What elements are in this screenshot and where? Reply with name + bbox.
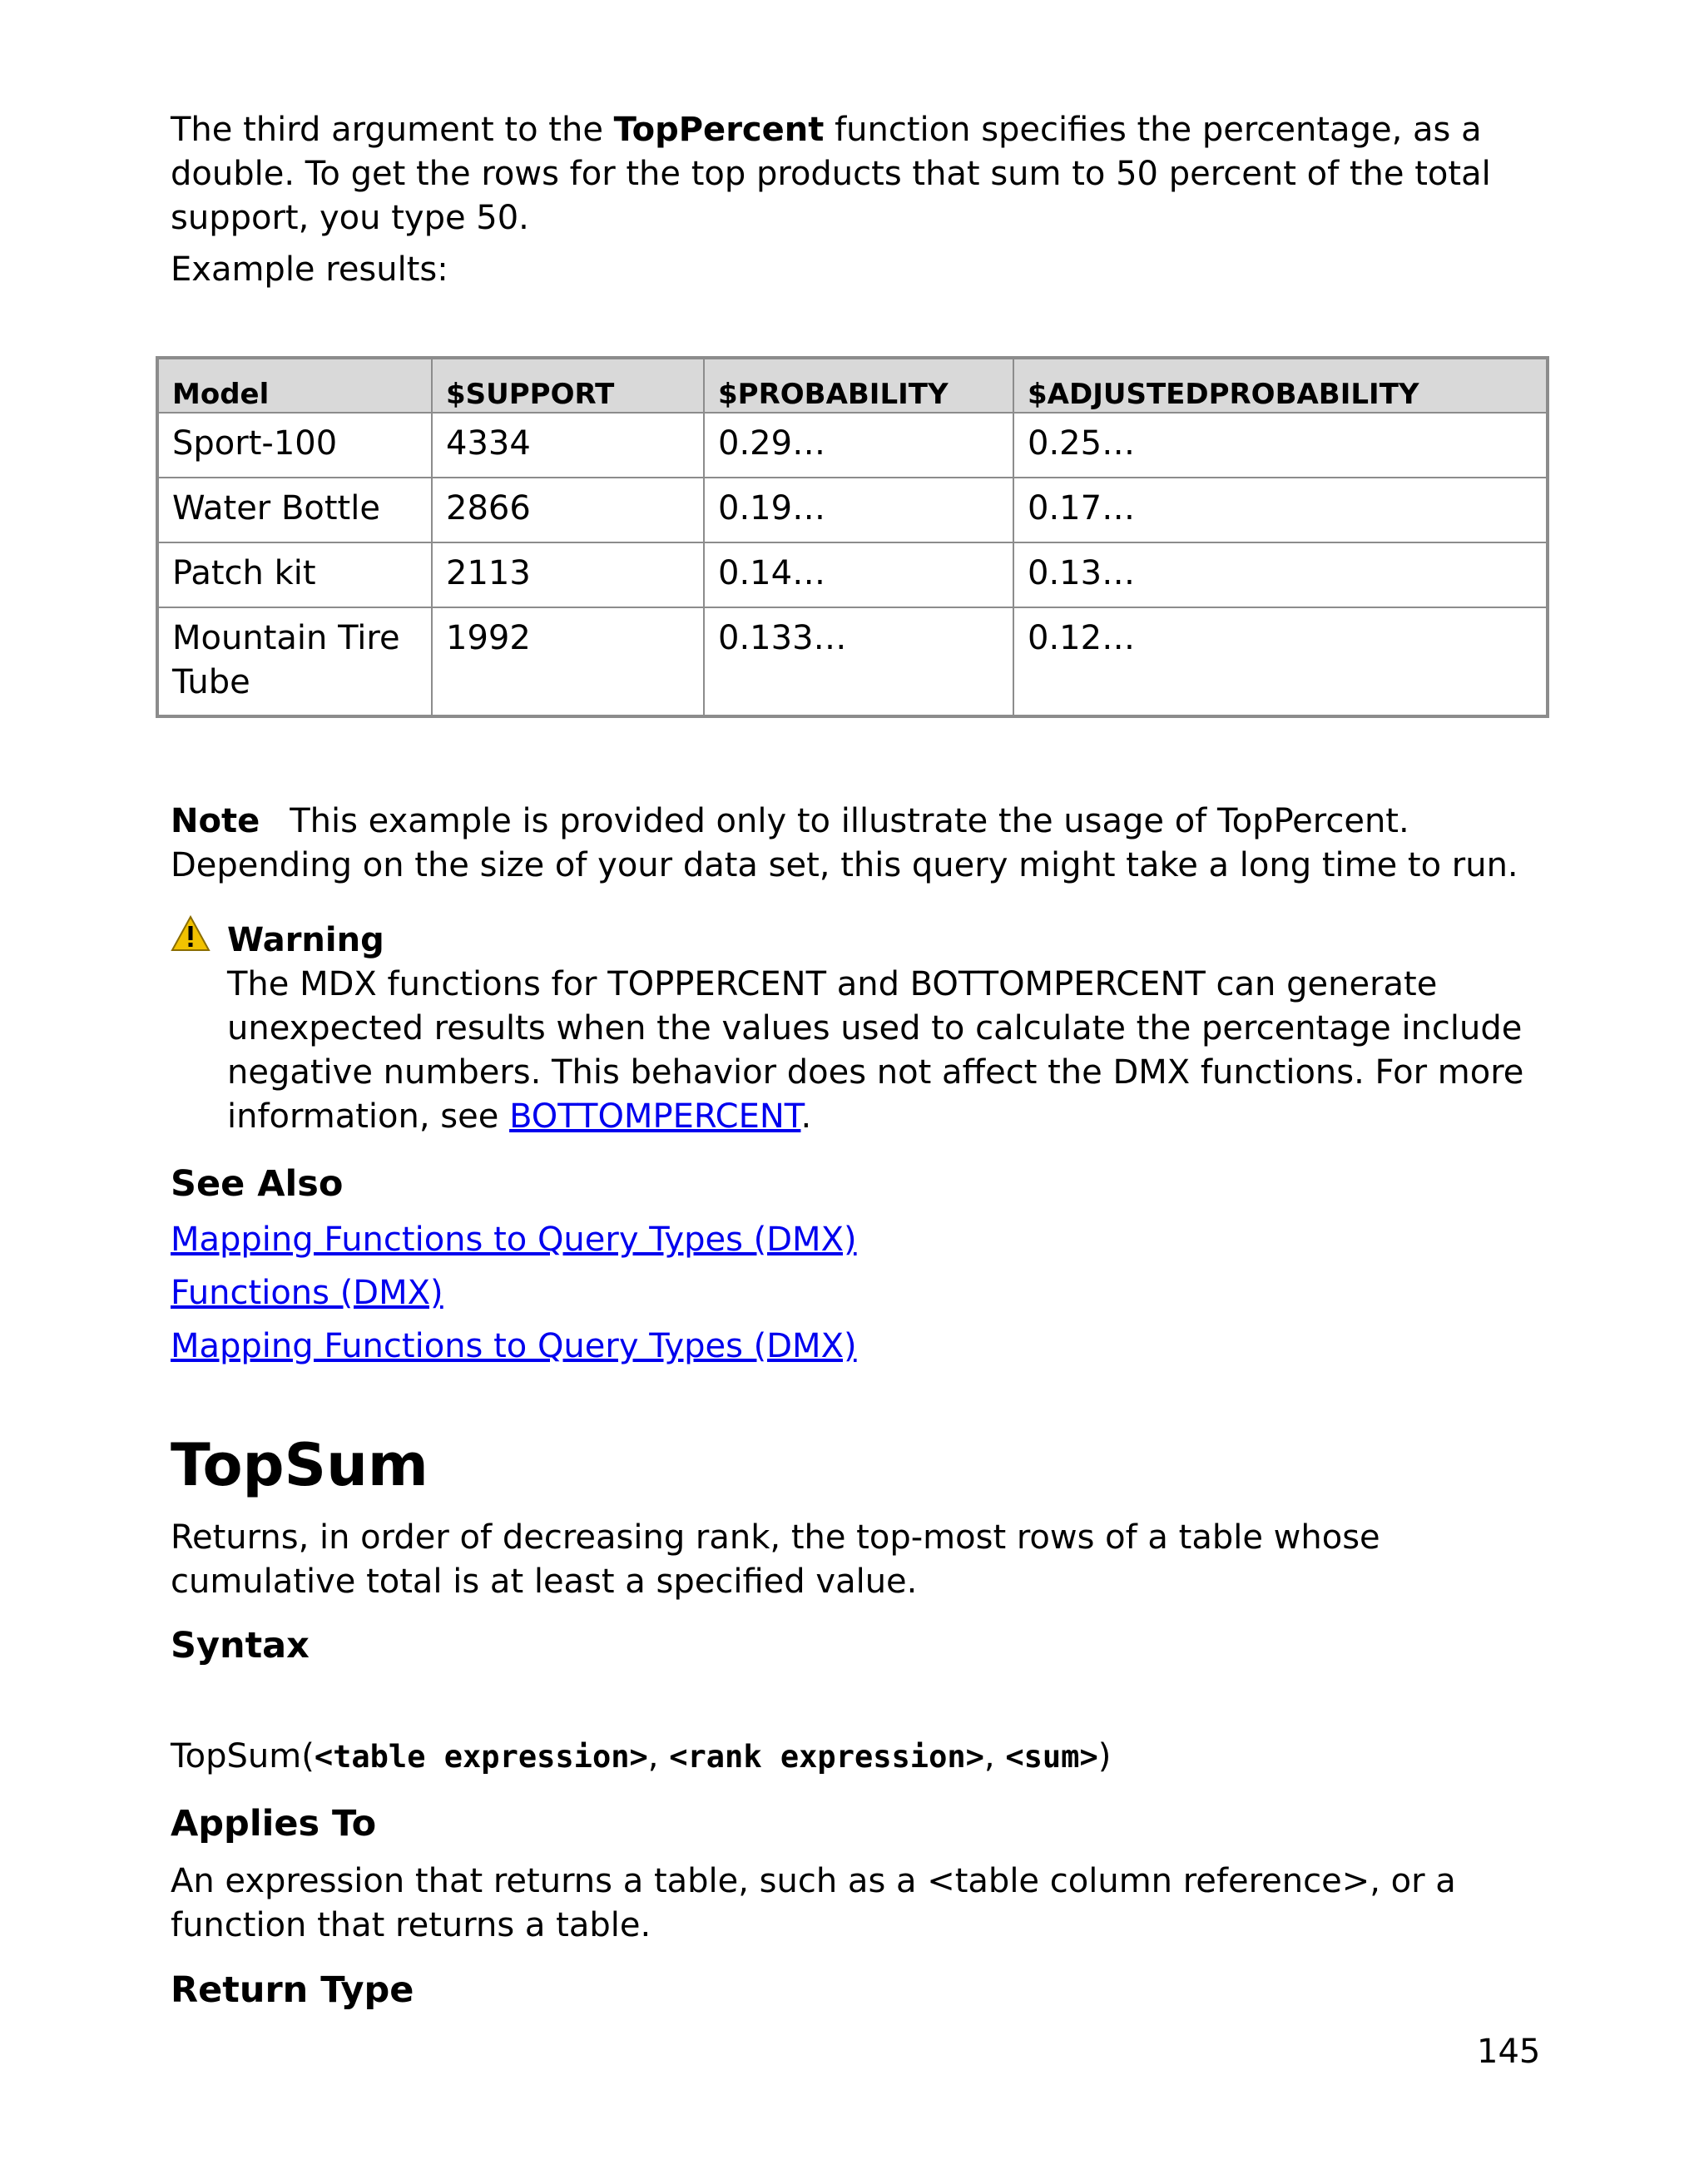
table-cell: 2866 — [432, 478, 704, 542]
table-cell: 2113 — [432, 542, 704, 607]
intro-paragraph — [171, 108, 1548, 240]
bottompercent-link[interactable]: BOTTOMPERCENT — [509, 1097, 801, 1136]
syntax-line — [171, 1735, 1111, 1779]
table-row — [157, 542, 1548, 607]
page-number: 145 — [1477, 2033, 1541, 2071]
see-also-heading: See Also — [171, 1163, 344, 1205]
table-cell: 4334 — [432, 413, 704, 478]
see-also-item — [171, 1218, 857, 1262]
warning-text: The MDX functions for TOPPERCENT and BOTTOMPERCENT can generate unexpected results when the values used to calculate the percentage include negative numbers. This behavior does not affect the DMX functions. For more information, see — [227, 965, 1524, 1136]
syntax-arg: <sum> — [1005, 1739, 1098, 1775]
intro-text-start: The third argument to the — [171, 111, 614, 149]
table-row — [157, 413, 1548, 478]
warning-text-end: . — [800, 1097, 812, 1136]
syntax-separator: , — [983, 1737, 1006, 1775]
note-paragraph — [171, 800, 1548, 888]
column-header: Model — [157, 358, 432, 413]
applies-to-text: An expression that returns a table, such as a <table column reference>, or a function that returns a table. — [171, 1862, 1456, 1944]
warning-title-text: Warning — [227, 921, 384, 959]
table-header-row — [157, 358, 1548, 413]
table-cell: 1992 — [432, 607, 704, 716]
table-cell: 0.13… — [1013, 542, 1548, 607]
see-also-link[interactable]: Functions (DMX) — [171, 1274, 443, 1312]
syntax-separator: , — [647, 1737, 670, 1775]
intro-text-end: function specifies the percentage, as a double. To get the rows for the top products that sum to 50 percent of the total support, you type 50. — [171, 111, 1491, 237]
table-row — [157, 478, 1548, 542]
table-cell: Patch kit — [157, 542, 432, 607]
table-cell: 0.19… — [704, 478, 1013, 542]
table-cell: 0.29… — [704, 413, 1013, 478]
table-cell: Mountain Tire Tube — [157, 607, 432, 716]
see-also-link[interactable]: Mapping Functions to Query Types (DMX) — [171, 1327, 857, 1365]
table-cell: 0.12… — [1013, 607, 1548, 716]
results-table — [156, 356, 1549, 718]
note-label: Note — [171, 802, 260, 840]
syntax-arg: <rank expression> — [669, 1739, 984, 1775]
table-cell: Water Bottle — [157, 478, 432, 542]
section-description: Returns, in order of decreasing rank, the top-most rows of a table whose cumulative total is at least a specified value. — [171, 1518, 1380, 1601]
table-cell: 0.25… — [1013, 413, 1548, 478]
see-also-item — [171, 1271, 443, 1315]
syntax-suffix: ) — [1097, 1737, 1112, 1775]
section-title: TopSum — [171, 1431, 428, 1499]
table-cell: 0.133… — [704, 607, 1013, 716]
table-cell: 0.17… — [1013, 478, 1548, 542]
applies-to-heading: Applies To — [171, 1803, 377, 1845]
table-cell: 0.14… — [704, 542, 1013, 607]
syntax-arg: <table expression> — [314, 1739, 648, 1775]
example-results-label: Example results: — [171, 250, 448, 289]
table-row — [157, 607, 1548, 716]
warning-title — [227, 919, 384, 963]
intro-function-name: TopPercent — [613, 111, 825, 149]
table-cell: Sport-100 — [157, 413, 432, 478]
warning-icon — [171, 915, 211, 952]
column-header: $PROBABILITY — [704, 358, 1013, 413]
syntax-prefix: TopSum( — [171, 1737, 315, 1775]
note-text: This example is provided only to illustrate the usage of TopPercent. Depending on the size of your data set, this query might take a long time to run. — [171, 802, 1518, 884]
see-also-item — [171, 1325, 857, 1369]
warning-body — [227, 963, 1525, 1139]
column-header: $SUPPORT — [432, 358, 704, 413]
column-header: $ADJUSTEDPROBABILITY — [1013, 358, 1548, 413]
return-type-heading: Return Type — [171, 1969, 414, 2011]
see-also-link[interactable]: Mapping Functions to Query Types (DMX) — [171, 1221, 857, 1259]
syntax-heading: Syntax — [171, 1625, 310, 1666]
